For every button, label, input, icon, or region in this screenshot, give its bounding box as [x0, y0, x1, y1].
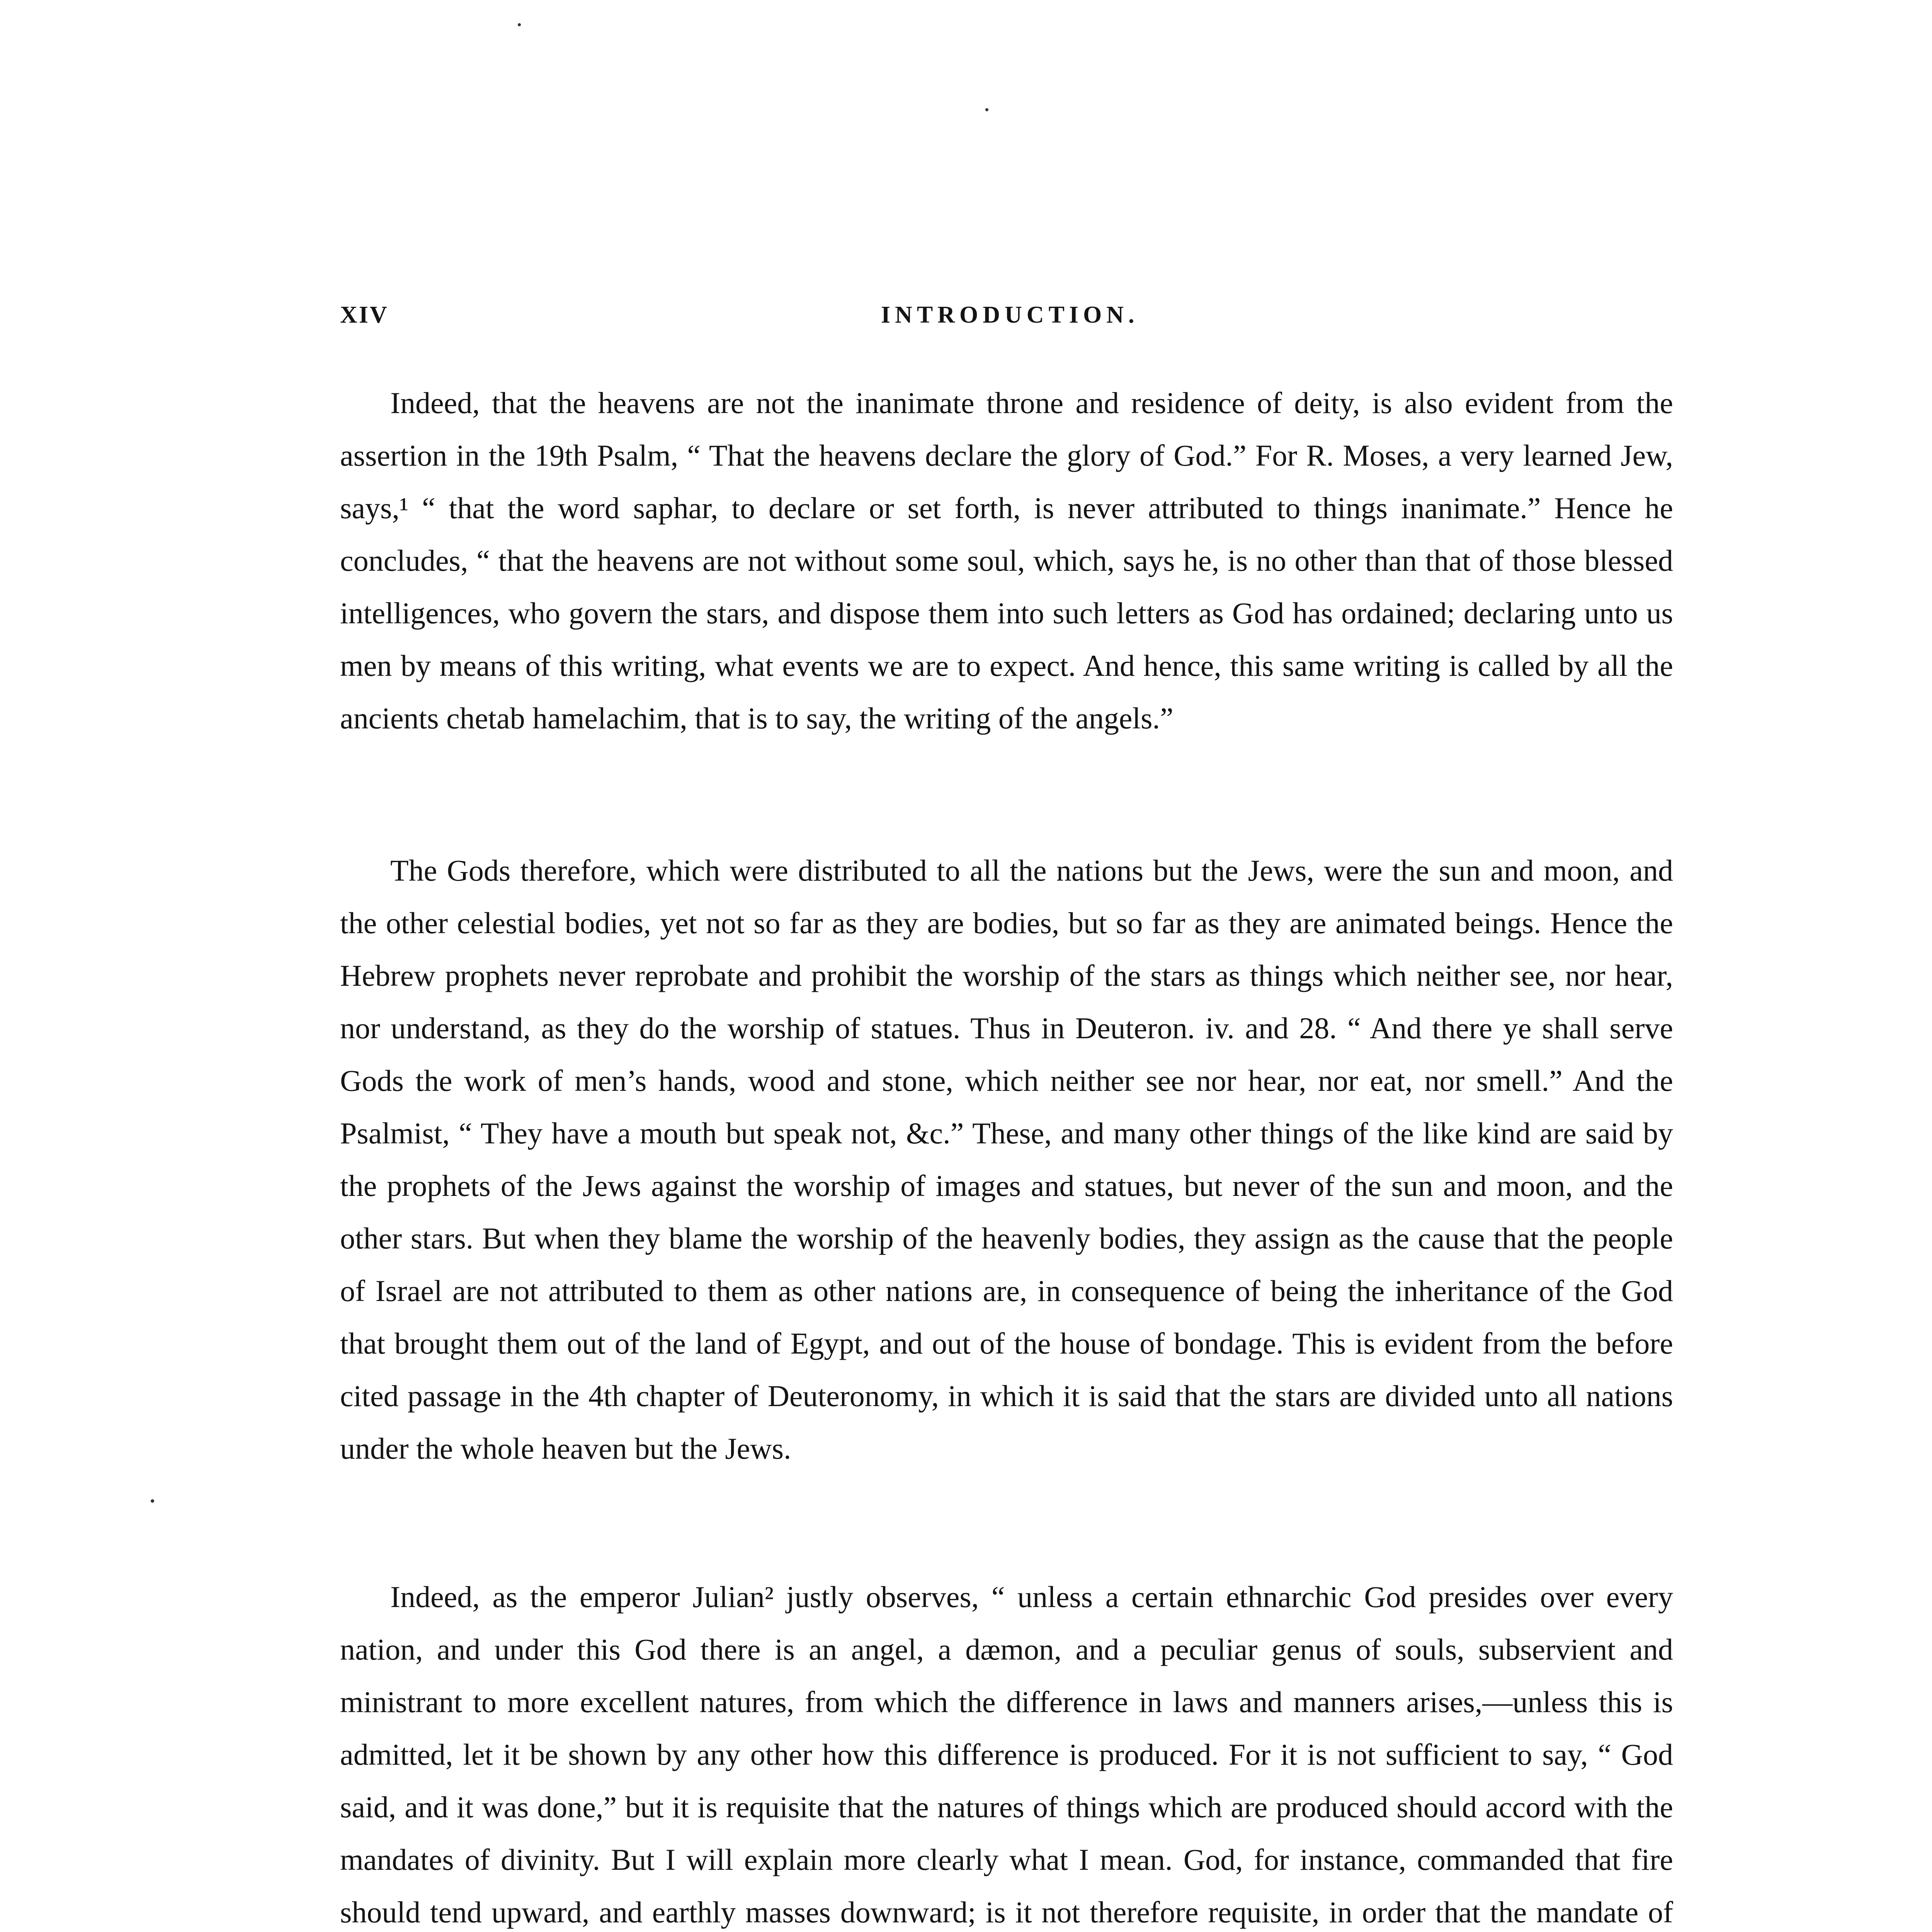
speck [518, 23, 521, 26]
body-paragraph-1: Indeed, that the heavens are not the inanimate throne and residence of deity, is also evident from the assertion in the 19th Psalm, “ That the heavens declare the glory of God.” For R. Moses, a very learned Jew, says,¹ “ that the word saphar, to declare or set forth, is never attributed to things inanimate.” Hence he concludes, “ that the heavens are not without some soul, which, says he, is no other than that of those blessed intelligences, who govern the stars, and dispose them into such letters as God has ordained; declaring unto us men by means of this writing, what events we are to expect. And hence, this same writing is called by all the ancients chetab hamelachim, that is to say, the writing of the angels.” [340, 386, 1673, 735]
page-header [340, 301, 1689, 344]
speck [985, 108, 988, 111]
page-number: XIV [340, 302, 389, 328]
body-paragraph-2: The Gods therefore, which were distributed to all the nations but the Jews, were the sun and moon, and the other celestial bodies, yet not so far as they are bodies, but so far as they are animated beings. Hence the Hebrew prophets never reprobate and prohibit the worship of the stars as things which neither see, nor hear, nor understand, as they do the worship of statues. Thus in Deuteron. iv. and 28. “ And there ye shall serve Gods the work of men’s hands, wood and stone, which neither see nor hear, nor eat, nor smell.” And the Psalmist, “ They have a mouth but speak not, &c.” These, and many other things of the like kind are said by the prophets of the Jews against the worship of images and statues, but never of the sun and moon, and the other stars. But when they blame the worship of the heavenly bodies, they assign as the cause that the people of Israel are not attributed to them as other nations are, in consequence of being the inheritance of the God that brought them out of the land of Egypt, and out of the house of bondage. This is evident from the before cited passage in the 4th chapter of Deuteronomy, in which it is said that the stars are divided unto all nations under the whole heaven but the Jews. [340, 854, 1673, 1465]
body-paragraph-3: Indeed, as the emperor Julian² justly observes, “ unless a certain ethnarchic God presides over every nation, and under this God there is an angel, a dæmon, and a peculiar genus of souls, subservient and ministrant to more excellent natures, from which the difference in laws and manners arises,—unless this is admitted, let it be shown by any other how this difference is produced. For it is not sufficient to say, “ God said, and it was done,” but it is requisite that the natures of things which are produced should accord with the mandates of divinity. But I will explain more clearly what I mean. God, for instance, commanded that fire should tend upward, and earthly masses downward; is it not therefore requisite, in order that the mandate of [340, 1580, 1673, 1929]
speck [151, 1499, 154, 1503]
running-head: INTRODUCTION. [881, 302, 1139, 328]
